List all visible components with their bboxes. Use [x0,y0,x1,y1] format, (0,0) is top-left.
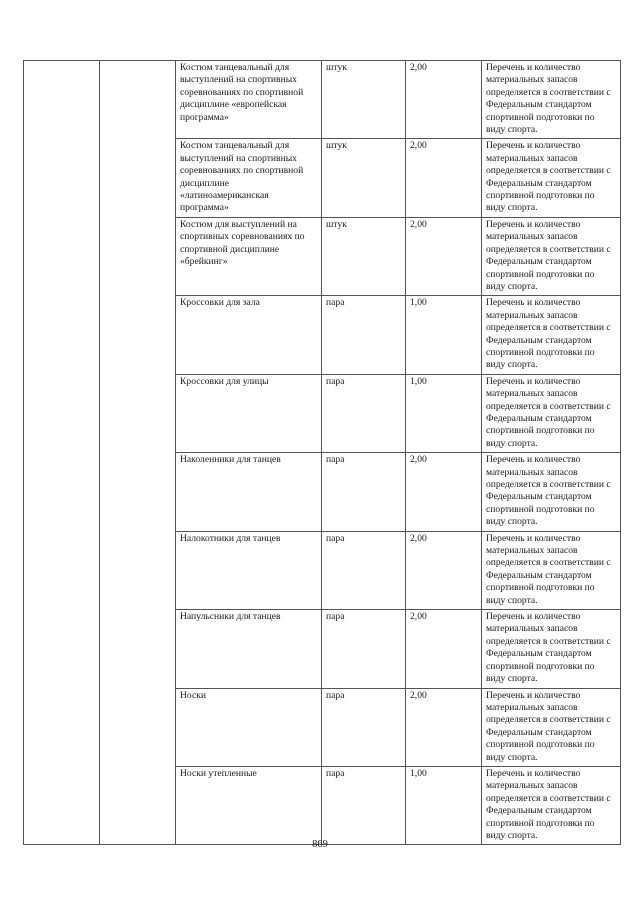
quantity-cell: 2,00 [406,61,482,139]
quantity-cell: 2,00 [406,610,482,688]
item-name-cell: Налокотники для танцев [176,531,322,609]
quantity-cell: 1,00 [406,296,482,374]
quantity-cell: 2,00 [406,217,482,295]
note-cell: Перечень и количество материальных запасов определяется в соответствии с Федеральным стандартом спортивной подготовки по виду спорта. [482,453,621,531]
item-name-cell: Кроссовки для улицы [176,374,322,452]
unit-cell: штук [322,61,406,139]
note-cell: Перечень и количество материальных запасов определяется в соответствии с Федеральным стандартом спортивной подготовки по виду спорта. [482,610,621,688]
note-cell: Перечень и количество материальных запасов определяется в соответствии с Федеральным стандартом спортивной подготовки по виду спорта. [482,766,621,844]
item-name-cell: Наколенники для танцев [176,453,322,531]
unit-cell: пара [322,531,406,609]
unit-cell: пара [322,688,406,766]
table-row [24,61,621,139]
quantity-cell: 2,00 [406,688,482,766]
quantity-cell: 2,00 [406,531,482,609]
note-cell: Перечень и количество материальных запасов определяется в соответствии с Федеральным стандартом спортивной подготовки по виду спорта. [482,296,621,374]
note-cell: Перечень и количество материальных запасов определяется в соответствии с Федеральным стандартом спортивной подготовки по виду спорта. [482,688,621,766]
unit-cell: штук [322,217,406,295]
quantity-cell: 2,00 [406,139,482,217]
materials-table [23,60,621,845]
quantity-cell: 2,00 [406,453,482,531]
empty-column-1-cell [24,61,100,845]
note-cell: Перечень и количество материальных запасов определяется в соответствии с Федеральным стандартом спортивной подготовки по виду спорта. [482,374,621,452]
note-cell: Перечень и количество материальных запасов определяется в соответствии с Федеральным стандартом спортивной подготовки по виду спорта. [482,139,621,217]
empty-column-2-cell [100,61,176,845]
page-number: 869 [312,839,328,850]
item-name-cell: Носки [176,688,322,766]
unit-cell: пара [322,374,406,452]
note-cell: Перечень и количество материальных запасов определяется в соответствии с Федеральным стандартом спортивной подготовки по виду спорта. [482,531,621,609]
note-cell: Перечень и количество материальных запасов определяется в соответствии с Федеральным стандартом спортивной подготовки по виду спорта. [482,61,621,139]
item-name-cell: Кроссовки для зала [176,296,322,374]
unit-cell: пара [322,296,406,374]
item-name-cell: Носки утепленные [176,766,322,844]
unit-cell: штук [322,139,406,217]
item-name-cell: Костюм для выступлений на спортивных соревнованиях по спортивной дисциплине «брейкинг» [176,217,322,295]
item-name-cell: Напульсники для танцев [176,610,322,688]
note-cell: Перечень и количество материальных запасов определяется в соответствии с Федеральным стандартом спортивной подготовки по виду спорта. [482,217,621,295]
quantity-cell: 1,00 [406,374,482,452]
item-name-cell: Костюм танцевальный для выступлений на спортивных соревнованиях по спортивной дисциплине «латиноамериканская программа» [176,139,322,217]
unit-cell: пара [322,453,406,531]
item-name-cell: Костюм танцевальный для выступлений на спортивных соревнованиях по спортивной дисциплине «европейская программа» [176,61,322,139]
quantity-cell: 1,00 [406,766,482,844]
unit-cell: пара [322,766,406,844]
unit-cell: пара [322,610,406,688]
